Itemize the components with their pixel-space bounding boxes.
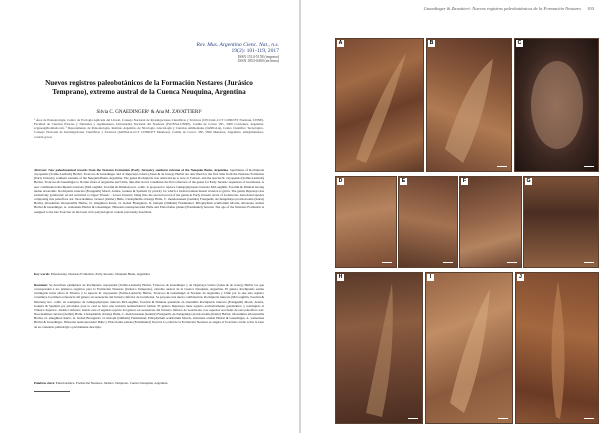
keywords-label: Key words: <box>34 272 50 276</box>
scale-bar <box>507 262 517 263</box>
fossil-photo-g <box>523 176 599 268</box>
fossil-photo-h <box>335 272 423 424</box>
palabras-clave <box>34 381 264 389</box>
fossil-frond-shape <box>515 39 598 171</box>
fossil-photo-e <box>398 176 458 268</box>
palabras-text: Paleobotánica, Formación Nestares, Jurásico Temprano, Cuenca Neuquina, Argentina. <box>56 381 169 385</box>
journal-header <box>129 42 279 64</box>
scale-bar <box>498 418 508 419</box>
running-head: Gnaedinger & Zavattieri: Nuevos registros paleobotánicos de la Formación Nestares <box>423 6 581 11</box>
journal-issn-print: ISSN 1514-5158 (impresa) <box>237 54 279 59</box>
scale-bar <box>382 262 392 263</box>
fossil-photo-a <box>335 38 424 172</box>
abstract-title: New paleobotanical records from the Nestares Formation (Early Jurassic), southern extreme of the Neuquén Basin, Argentina. <box>48 168 229 172</box>
resumen-body: Se describen ejemplares de Rochipteris cuyopensis (Solms-Laubach) Herbst, Troncoso & Gnaedinger y de Dejerseya lobata (Jones & de Jersey) Herbst los que corresponden a los primeros registros para la Formación Nestares (Jurásico Temprano), extremo austral de la Cuenca Neuquina, Argentina. El género Rochipteris estaba restringido hasta ahora al Triásico y la especie R. cuyopensis (Solms-Laubach) Herbst, Troncoso & Gnaedinger al Noriano de Argentina y Chile por lo que este registro constituye la primera referencia del género en secuencias del Jurásico Inferior de Gondwana. Se propone una nueva combinación, Rochipteris truncata (McLoughlin, Tosolini & Drinnan) nov. comb. en reemplazo de Ginkgophytopsis truncata McLoughlin, Tosolini & Drinnan quedando en sinonimia Rochipteris truncata (Frenguelli) Morel, Artabe, Ganuza & Spalletti por prioridad, para lo cual se hace una revisión nomenclatural formal. El género Dejerseya tiene registro exclusivamente gondwánico y restringido al Triásico Superior -Jurásico Inferior, siendo este el segundo reporte del género en secuencias del Jurásico Inferior de Gondwana. Las especies asociadas de esta paleoflora son: Neocalamites carrerei (Zeiller) Halle, Cladophlebis oblonga Halle, C. mendozaensis (Geinitz) Frenguelli, Archangelskya protoloxsoma (Kurtz) Herbst, Otozamites albosaxatilis Herbst, O. ameghinoi Kurtz, O. bechei Brongniart, O. hislopii (Oldham) Feistmantel, Ptilophyllum acutifolium Morris, Alicurana artabei Herbst & Gnaedinger, A. watteensis Herbst & Gnaedinger, Nilssonia taeniopteroides Halle y Elatocladus planus (Feistmantel) Seward. La edad de la Formación Nestares se asigna al Toarciano tardío sobre la base de su contenido palinológico previamente descripto. <box>34 283 264 329</box>
photo-label: C <box>517 40 522 46</box>
photo-label: I <box>427 274 434 281</box>
left-page <box>0 0 299 433</box>
fossil-photo-d <box>335 176 397 268</box>
photo-label: J <box>517 274 524 281</box>
fossil-photo-c <box>514 38 599 172</box>
scale-bar <box>408 418 418 419</box>
resumen <box>34 283 264 379</box>
fossil-photo-f <box>459 176 522 268</box>
page-number: 103 <box>587 6 594 11</box>
photo-label: A <box>338 40 343 46</box>
abstract-body: Specimens of Rochipteris cuyopensis (Solms-Laubach) Herbst, Troncoso & Gnaedinger and of Dejerseya lobata (Jones & de Jersey) Herbst are described for the first time from the Nestares Formation (Early Jurassic), southern extreme of the Neuquén Basin, Argentina. The genus Rochipteris was restricted up to now to Triassic, and the species R. cuyopensis (Solms-Laubach) Herbst, Troncoso & Gnaedinger to Norian strata of Argentina and Chile, thus this record constitutes the first reference of the genus for Early Jurassic sequences of Gondwana. A new combination Rochipteris truncata (McLoughlin, Tosolini & Drinnan) nov. comb. is proposed to replace Ginkgophytopsis truncata McLoughlin, Tosolini & Drinnan having undue taxonomic. Rochipteris truncata (Frenguelli) Morel, Artabe, Ganuza & Spalletti by priority for which a formal nomenclatural revision is given. The genus Dejerseya has exclusively gondwanic record restricted to Upper Triassic - Lower Jurassic; being this, the second record of the genus in Early Jurassic strata of Gondwana. Associated species composing this paleoflora are: Neocalamites carrerei (Zeiller) Halle, Cladophlebis oblonga Halle, C. mendozaensis (Geinitz) Frenguelli, Archangelskya protoloxsoma (Kurtz) Herbst, Otozamites albosaxatilis Herbst, O. ameghinoi Kurtz, O. bechei Brongniart, O. hislopii (Oldham) Feistmantel, Ptilophyllum acutifolium Morris, Alicurana artabei Herbst & Gnaedinger, A. watteensis Herbst & Gnaedinger, Nilssonia taeniopteroides Halle and Elatocladus planus (Feistmantel) Seward. The age of the Nestares Formation is assigned to the late Toarcian on the basis of its palynological content previously described. <box>34 168 264 214</box>
fossil-photo-j <box>515 272 599 424</box>
photo-label: E <box>401 178 406 184</box>
journal-volume: 19(2): 101-119, 2017 <box>231 48 279 55</box>
author-affiliations: ¹ Área de Paleontología, Centro de Ecología Aplicada del Litoral, Consejo Nacional de Investigaciones Científicas y Técnicas (CECOAL-CCT CONICET Nordeste, UNNE). Facultad de Ciencias Exactas y Naturales y Agrimensura, Universidad Nacional del Nordeste (FaCENA-UNNE). Casilla de Correo 291, 3400 Corrientes, Argentina. scgnaed@hotmail.com. ² Departamento de Paleontología, Instituto Argentino de Nivología, Glaciología y Ciencias Ambientales (IANIGLA), Centro Científico Tecnológico, Consejo Nacional de Investigaciones Científicas y Técnicas (IANIGLA-CCT CONICET Mendoza). Casilla de Correo 330, 5500 Mendoza, Argentina. amz@mendoza-conicet.gov.ar <box>34 118 264 139</box>
article-authors: Silvia C. GNAEDINGER¹ & Ana M. ZAVATTIERI² <box>96 110 202 115</box>
article-title: Nuevos registros paleobotánicos de la Formación Nestares (Jurásico Temprano), extremo austral de la Cuenca Neuquina, Argentina <box>45 79 253 96</box>
fossil-frond-shape <box>336 273 422 423</box>
keywords <box>34 272 264 280</box>
photo-label: D <box>338 178 343 184</box>
scale-bar <box>584 418 594 419</box>
photo-label: F <box>462 178 467 184</box>
fossil-frond-shape <box>426 273 512 423</box>
footnote-rule <box>34 391 70 392</box>
photo-label: H <box>338 274 343 280</box>
scale-bar <box>584 166 594 167</box>
fossil-frond-shape <box>336 39 423 171</box>
scale-bar <box>497 166 507 167</box>
fossil-frond-shape <box>427 39 511 171</box>
photo-label: G <box>526 178 531 184</box>
scale-bar <box>443 262 453 263</box>
fossil-photo-i <box>425 272 513 424</box>
abstract-label: Abstract: <box>34 168 48 172</box>
abstract <box>34 168 264 270</box>
fossil-frond-shape <box>516 273 598 423</box>
fossil-photo-b <box>426 38 512 172</box>
keywords-text: Paleobotany, Nestares Formation, Early Jurassic, Neuquén Basin, Argentina. <box>50 272 151 276</box>
resumen-label: Resumen: <box>34 283 48 287</box>
photo-label: B <box>429 40 434 46</box>
scale-bar <box>584 262 594 263</box>
journal-title: Rev. Mus. Argentino Cienc. Nat., n.s. <box>196 42 279 48</box>
journal-issn-online: ISSN 1853-0400 (en línea) <box>237 59 279 64</box>
palabras-label: Palabras clave: <box>34 381 56 385</box>
